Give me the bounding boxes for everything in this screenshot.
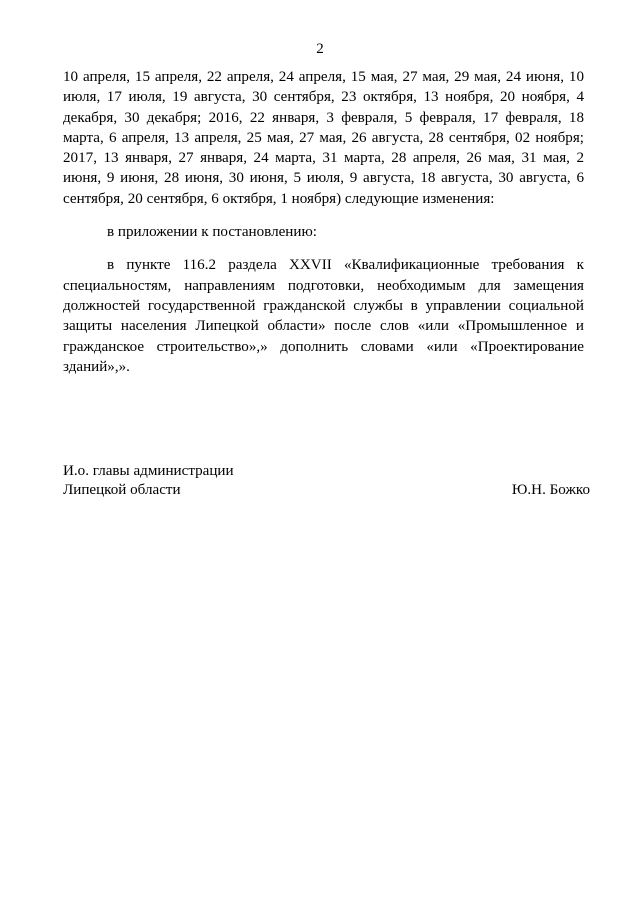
intro-paragraph: 10 апреля, 15 апреля, 22 апреля, 24 апреля, 15 мая, 27 мая, 29 мая, 24 июня, 10 июля, 17 июля, 19 августа, 30 сентября, 23 октября, 13 ноября, 20 ноября, 4 декабря, 30 декабря; 2016, 22 января, 3 февраля, 5 февраля, 17 февраля, 18 марта, 6 апреля, 13 апреля, 25 мая, 27 мая, 26 августа, 28 сентября, 02 ноября; 2017, 13 января, 27 января, 24 марта, 31 марта, 28 апреля, 26 мая, 31 мая, 2 июня, 9 июня, 28 июня, 30 июня, 5 июля, 9 августа, 18 августа, 30 августа, 6 сентября, 20 сентября, 6 октября, 1 ноября) следующие изменения:: [63, 69, 584, 207]
signatory-title-line2: Липецкой области: [63, 482, 181, 498]
signature-block: [63, 462, 590, 500]
appendix-paragraph: в приложении к постановлению:: [107, 224, 317, 241]
document-body: [63, 67, 584, 377]
signatory-name: Ю.Н. Божко: [511, 482, 590, 498]
amendment-paragraph: в пункте 116.2 раздела XXVII «Квалификационные требования к специальностям, направлениям подготовки, необходимым для замещения должностей государственной гражданской службы в управлении социальной защиты населения Липецкой области» после слов «или «Промышленное и гражданское строительство»,» дополнить словами «или «Проектирование зданий»,».: [63, 257, 584, 375]
signatory-title-line1: И.о. главы администрации: [63, 463, 234, 479]
page-number: 2: [316, 41, 324, 57]
signature-row: [63, 481, 590, 500]
